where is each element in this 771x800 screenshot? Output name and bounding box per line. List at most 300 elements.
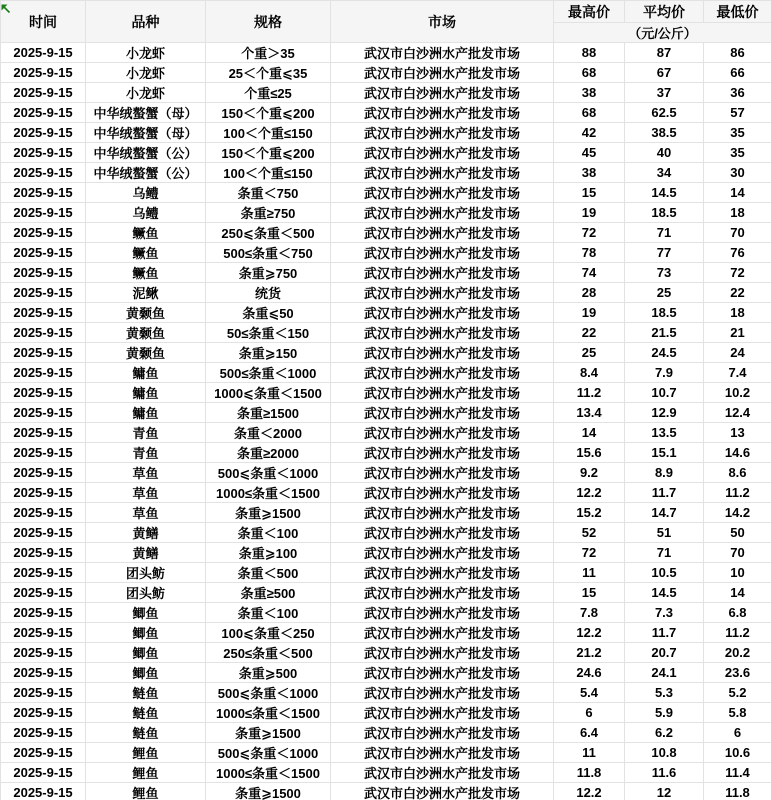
cell-market: 武汉市白沙洲水产批发市场 bbox=[331, 303, 554, 323]
cell-spec: 1000≤条重＜1500 bbox=[206, 483, 331, 503]
cell-species: 青鱼 bbox=[86, 423, 206, 443]
cell-market: 武汉市白沙洲水产批发市场 bbox=[331, 643, 554, 663]
table-row bbox=[1, 83, 771, 103]
cell-high-price: 6.4 bbox=[554, 723, 625, 743]
cell-species: 黄颡鱼 bbox=[86, 323, 206, 343]
cell-spec: 条重＜750 bbox=[206, 183, 331, 203]
cell-date: 2025-9-15 bbox=[1, 263, 86, 283]
cell-species: 鲤鱼 bbox=[86, 743, 206, 763]
cell-market: 武汉市白沙洲水产批发市场 bbox=[331, 203, 554, 223]
cell-avg-price: 77 bbox=[625, 243, 704, 263]
cell-spec: 条重＜500 bbox=[206, 563, 331, 583]
cell-market: 武汉市白沙洲水产批发市场 bbox=[331, 83, 554, 103]
cell-species: 鲫鱼 bbox=[86, 663, 206, 683]
cell-high-price: 74 bbox=[554, 263, 625, 283]
cell-avg-price: 21.5 bbox=[625, 323, 704, 343]
cell-spec: 条重≥1500 bbox=[206, 403, 331, 423]
cell-avg-price: 14.5 bbox=[625, 183, 704, 203]
cell-market: 武汉市白沙洲水产批发市场 bbox=[331, 763, 554, 783]
cell-market: 武汉市白沙洲水产批发市场 bbox=[331, 443, 554, 463]
cell-high-price: 15.2 bbox=[554, 503, 625, 523]
cell-avg-price: 10.5 bbox=[625, 563, 704, 583]
cell-species: 鳜鱼 bbox=[86, 223, 206, 243]
cell-high-price: 15 bbox=[554, 183, 625, 203]
table-row bbox=[1, 743, 771, 763]
cell-species: 鲢鱼 bbox=[86, 723, 206, 743]
cell-high-price: 15 bbox=[554, 583, 625, 603]
cell-low-price: 6.8 bbox=[704, 603, 771, 623]
cell-date: 2025-9-15 bbox=[1, 43, 86, 63]
cell-high-price: 78 bbox=[554, 243, 625, 263]
cell-species: 小龙虾 bbox=[86, 83, 206, 103]
table-row bbox=[1, 223, 771, 243]
cell-high-price: 14 bbox=[554, 423, 625, 443]
cell-date: 2025-9-15 bbox=[1, 103, 86, 123]
cell-market: 武汉市白沙洲水产批发市场 bbox=[331, 563, 554, 583]
cell-avg-price: 71 bbox=[625, 223, 704, 243]
table-row bbox=[1, 43, 771, 63]
cell-species: 草鱼 bbox=[86, 483, 206, 503]
cell-avg-price: 10.7 bbox=[625, 383, 704, 403]
cell-date: 2025-9-15 bbox=[1, 543, 86, 563]
cell-avg-price: 13.5 bbox=[625, 423, 704, 443]
cell-low-price: 11.2 bbox=[704, 623, 771, 643]
cell-avg-price: 5.3 bbox=[625, 683, 704, 703]
cell-spec: 500⩽条重＜1000 bbox=[206, 683, 331, 703]
cell-low-price: 30 bbox=[704, 163, 771, 183]
cell-market: 武汉市白沙洲水产批发市场 bbox=[331, 243, 554, 263]
cell-spec: 500⩽条重＜1000 bbox=[206, 463, 331, 483]
cell-species: 黄鳝 bbox=[86, 543, 206, 563]
table-row bbox=[1, 103, 771, 123]
table-row bbox=[1, 723, 771, 743]
cell-spec: 250⩽条重＜500 bbox=[206, 223, 331, 243]
cell-spec: 个重＞35 bbox=[206, 43, 331, 63]
cell-avg-price: 51 bbox=[625, 523, 704, 543]
cell-date: 2025-9-15 bbox=[1, 783, 86, 800]
cell-spec: 条重⩾1500 bbox=[206, 503, 331, 523]
table-row bbox=[1, 263, 771, 283]
table-row bbox=[1, 763, 771, 783]
cell-spec: 1000⩽条重＜1500 bbox=[206, 383, 331, 403]
cell-low-price: 23.6 bbox=[704, 663, 771, 683]
cell-date: 2025-9-15 bbox=[1, 443, 86, 463]
cell-date: 2025-9-15 bbox=[1, 743, 86, 763]
table-row bbox=[1, 683, 771, 703]
cell-date: 2025-9-15 bbox=[1, 523, 86, 543]
cell-spec: 条重⩾150 bbox=[206, 343, 331, 363]
cell-spec: 500⩽条重＜1000 bbox=[206, 743, 331, 763]
cell-species: 鲫鱼 bbox=[86, 623, 206, 643]
cell-high-price: 11.2 bbox=[554, 383, 625, 403]
cell-spec: 条重＜100 bbox=[206, 603, 331, 623]
cell-spec: 1000≤条重＜1500 bbox=[206, 703, 331, 723]
cell-avg-price: 67 bbox=[625, 63, 704, 83]
cell-low-price: 5.8 bbox=[704, 703, 771, 723]
cell-high-price: 52 bbox=[554, 523, 625, 543]
cell-avg-price: 8.9 bbox=[625, 463, 704, 483]
cell-low-price: 66 bbox=[704, 63, 771, 83]
cell-market: 武汉市白沙洲水产批发市场 bbox=[331, 603, 554, 623]
cell-market: 武汉市白沙洲水产批发市场 bbox=[331, 343, 554, 363]
cell-low-price: 24 bbox=[704, 343, 771, 363]
cell-date: 2025-9-15 bbox=[1, 503, 86, 523]
table-row bbox=[1, 343, 771, 363]
cell-species: 中华绒螯蟹（母） bbox=[86, 123, 206, 143]
cell-market: 武汉市白沙洲水产批发市场 bbox=[331, 503, 554, 523]
cell-date: 2025-9-15 bbox=[1, 123, 86, 143]
cell-date: 2025-9-15 bbox=[1, 303, 86, 323]
cell-market: 武汉市白沙洲水产批发市场 bbox=[331, 323, 554, 343]
cell-high-price: 11 bbox=[554, 563, 625, 583]
table-row bbox=[1, 643, 771, 663]
table-row bbox=[1, 663, 771, 683]
cell-avg-price: 7.3 bbox=[625, 603, 704, 623]
cell-species: 草鱼 bbox=[86, 463, 206, 483]
cell-date: 2025-9-15 bbox=[1, 703, 86, 723]
cell-high-price: 38 bbox=[554, 83, 625, 103]
cell-date: 2025-9-15 bbox=[1, 563, 86, 583]
cell-market: 武汉市白沙洲水产批发市场 bbox=[331, 123, 554, 143]
cell-spec: 条重⩾500 bbox=[206, 663, 331, 683]
col-header-species: 品种 bbox=[86, 1, 206, 43]
cell-market: 武汉市白沙洲水产批发市场 bbox=[331, 363, 554, 383]
cell-spec: 条重⩽50 bbox=[206, 303, 331, 323]
cell-market: 武汉市白沙洲水产批发市场 bbox=[331, 163, 554, 183]
cell-low-price: 36 bbox=[704, 83, 771, 103]
cell-species: 中华绒螯蟹（公） bbox=[86, 163, 206, 183]
cell-species: 鳙鱼 bbox=[86, 363, 206, 383]
cell-species: 泥鳅 bbox=[86, 283, 206, 303]
cell-low-price: 70 bbox=[704, 543, 771, 563]
cell-species: 鳙鱼 bbox=[86, 403, 206, 423]
cell-low-price: 21 bbox=[704, 323, 771, 343]
cell-species: 团头鲂 bbox=[86, 583, 206, 603]
cell-species: 小龙虾 bbox=[86, 63, 206, 83]
cell-spec: 50≤条重＜150 bbox=[206, 323, 331, 343]
cell-low-price: 14 bbox=[704, 583, 771, 603]
cell-date: 2025-9-15 bbox=[1, 583, 86, 603]
cell-market: 武汉市白沙洲水产批发市场 bbox=[331, 683, 554, 703]
cell-market: 武汉市白沙洲水产批发市场 bbox=[331, 463, 554, 483]
cell-species: 中华绒螯蟹（公） bbox=[86, 143, 206, 163]
col-header-time: 时间 bbox=[1, 1, 86, 43]
cell-market: 武汉市白沙洲水产批发市场 bbox=[331, 183, 554, 203]
cell-species: 小龙虾 bbox=[86, 43, 206, 63]
cell-date: 2025-9-15 bbox=[1, 403, 86, 423]
cell-spec: 条重⩾750 bbox=[206, 263, 331, 283]
cell-market: 武汉市白沙洲水产批发市场 bbox=[331, 783, 554, 800]
table-row bbox=[1, 583, 771, 603]
cell-high-price: 12.2 bbox=[554, 623, 625, 643]
table-row bbox=[1, 463, 771, 483]
cell-high-price: 88 bbox=[554, 43, 625, 63]
cell-avg-price: 34 bbox=[625, 163, 704, 183]
cell-high-price: 19 bbox=[554, 303, 625, 323]
col-header-high: 最高价 bbox=[554, 1, 625, 23]
cell-species: 乌鳢 bbox=[86, 183, 206, 203]
cell-market: 武汉市白沙洲水产批发市场 bbox=[331, 43, 554, 63]
cell-market: 武汉市白沙洲水产批发市场 bbox=[331, 743, 554, 763]
cell-low-price: 50 bbox=[704, 523, 771, 543]
cell-avg-price: 62.5 bbox=[625, 103, 704, 123]
cell-low-price: 11.4 bbox=[704, 763, 771, 783]
cell-species: 黄颡鱼 bbox=[86, 343, 206, 363]
cell-avg-price: 12 bbox=[625, 783, 704, 800]
cell-low-price: 11.8 bbox=[704, 783, 771, 800]
table-row bbox=[1, 623, 771, 643]
table-row bbox=[1, 323, 771, 343]
cell-avg-price: 11.7 bbox=[625, 483, 704, 503]
cell-low-price: 14.2 bbox=[704, 503, 771, 523]
cell-date: 2025-9-15 bbox=[1, 143, 86, 163]
cell-spec: 条重≥750 bbox=[206, 203, 331, 223]
cell-high-price: 45 bbox=[554, 143, 625, 163]
cell-market: 武汉市白沙洲水产批发市场 bbox=[331, 623, 554, 643]
cell-spec: 条重⩾1500 bbox=[206, 723, 331, 743]
cell-market: 武汉市白沙洲水产批发市场 bbox=[331, 523, 554, 543]
table-row bbox=[1, 183, 771, 203]
cell-species: 鲢鱼 bbox=[86, 683, 206, 703]
cell-date: 2025-9-15 bbox=[1, 483, 86, 503]
cell-species: 乌鳢 bbox=[86, 203, 206, 223]
cell-high-price: 7.8 bbox=[554, 603, 625, 623]
cell-spec: 150＜个重⩽200 bbox=[206, 103, 331, 123]
cell-high-price: 72 bbox=[554, 543, 625, 563]
cell-low-price: 5.2 bbox=[704, 683, 771, 703]
cell-avg-price: 87 bbox=[625, 43, 704, 63]
table-row bbox=[1, 63, 771, 83]
cell-species: 青鱼 bbox=[86, 443, 206, 463]
table-row bbox=[1, 523, 771, 543]
cell-high-price: 42 bbox=[554, 123, 625, 143]
cell-date: 2025-9-15 bbox=[1, 283, 86, 303]
cell-species: 草鱼 bbox=[86, 503, 206, 523]
cell-species: 中华绒螯蟹（母） bbox=[86, 103, 206, 123]
cell-high-price: 28 bbox=[554, 283, 625, 303]
col-header-avg: 平均价 bbox=[625, 1, 704, 23]
table-row bbox=[1, 143, 771, 163]
cell-avg-price: 37 bbox=[625, 83, 704, 103]
cell-high-price: 9.2 bbox=[554, 463, 625, 483]
cell-species: 鲤鱼 bbox=[86, 783, 206, 800]
cell-avg-price: 10.8 bbox=[625, 743, 704, 763]
cell-date: 2025-9-15 bbox=[1, 763, 86, 783]
cell-avg-price: 38.5 bbox=[625, 123, 704, 143]
cell-high-price: 38 bbox=[554, 163, 625, 183]
cell-high-price: 13.4 bbox=[554, 403, 625, 423]
table-row bbox=[1, 423, 771, 443]
cell-low-price: 7.4 bbox=[704, 363, 771, 383]
cell-spec: 个重≤25 bbox=[206, 83, 331, 103]
table-row bbox=[1, 543, 771, 563]
cell-avg-price: 14.7 bbox=[625, 503, 704, 523]
cell-date: 2025-9-15 bbox=[1, 223, 86, 243]
cell-market: 武汉市白沙洲水产批发市场 bbox=[331, 663, 554, 683]
table-row bbox=[1, 243, 771, 263]
cell-species: 鳜鱼 bbox=[86, 243, 206, 263]
cell-high-price: 19 bbox=[554, 203, 625, 223]
cell-avg-price: 11.7 bbox=[625, 623, 704, 643]
col-header-spec: 规格 bbox=[206, 1, 331, 43]
cell-low-price: 70 bbox=[704, 223, 771, 243]
cell-market: 武汉市白沙洲水产批发市场 bbox=[331, 723, 554, 743]
cell-avg-price: 11.6 bbox=[625, 763, 704, 783]
cell-high-price: 5.4 bbox=[554, 683, 625, 703]
cell-species: 黄鳝 bbox=[86, 523, 206, 543]
cell-market: 武汉市白沙洲水产批发市场 bbox=[331, 263, 554, 283]
cell-low-price: 18 bbox=[704, 303, 771, 323]
cell-low-price: 14.6 bbox=[704, 443, 771, 463]
table-row bbox=[1, 403, 771, 423]
cell-species: 鳙鱼 bbox=[86, 383, 206, 403]
cell-species: 鲫鱼 bbox=[86, 603, 206, 623]
cell-high-price: 6 bbox=[554, 703, 625, 723]
cell-low-price: 35 bbox=[704, 143, 771, 163]
cell-spec: 100⩽条重＜250 bbox=[206, 623, 331, 643]
cell-date: 2025-9-15 bbox=[1, 423, 86, 443]
cell-date: 2025-9-15 bbox=[1, 643, 86, 663]
cell-market: 武汉市白沙洲水产批发市场 bbox=[331, 483, 554, 503]
cell-high-price: 11.8 bbox=[554, 763, 625, 783]
cell-spec: 100＜个重≤150 bbox=[206, 123, 331, 143]
cell-low-price: 20.2 bbox=[704, 643, 771, 663]
cell-avg-price: 5.9 bbox=[625, 703, 704, 723]
table-row bbox=[1, 203, 771, 223]
cell-low-price: 12.4 bbox=[704, 403, 771, 423]
cell-avg-price: 12.9 bbox=[625, 403, 704, 423]
cell-spec: 500≤条重＜750 bbox=[206, 243, 331, 263]
cell-low-price: 11.2 bbox=[704, 483, 771, 503]
cell-date: 2025-9-15 bbox=[1, 163, 86, 183]
cell-species: 鲫鱼 bbox=[86, 643, 206, 663]
cell-market: 武汉市白沙洲水产批发市场 bbox=[331, 63, 554, 83]
cell-spec: 条重≥2000 bbox=[206, 443, 331, 463]
cell-avg-price: 14.5 bbox=[625, 583, 704, 603]
cell-avg-price: 6.2 bbox=[625, 723, 704, 743]
cell-spec: 250≤条重＜500 bbox=[206, 643, 331, 663]
cell-date: 2025-9-15 bbox=[1, 363, 86, 383]
cell-low-price: 10 bbox=[704, 563, 771, 583]
cell-date: 2025-9-15 bbox=[1, 663, 86, 683]
cell-species: 鳜鱼 bbox=[86, 263, 206, 283]
table-row bbox=[1, 563, 771, 583]
cell-market: 武汉市白沙洲水产批发市场 bbox=[331, 403, 554, 423]
cell-high-price: 12.2 bbox=[554, 783, 625, 800]
cell-high-price: 8.4 bbox=[554, 363, 625, 383]
cell-low-price: 22 bbox=[704, 283, 771, 303]
cell-avg-price: 18.5 bbox=[625, 303, 704, 323]
cell-market: 武汉市白沙洲水产批发市场 bbox=[331, 543, 554, 563]
cell-spec: 条重⩾1500 bbox=[206, 783, 331, 800]
table-header bbox=[1, 1, 771, 43]
cell-high-price: 11 bbox=[554, 743, 625, 763]
cell-high-price: 21.2 bbox=[554, 643, 625, 663]
table-row bbox=[1, 503, 771, 523]
cell-low-price: 86 bbox=[704, 43, 771, 63]
unit-label: （元/公斤） bbox=[554, 23, 771, 43]
table-row bbox=[1, 383, 771, 403]
cell-low-price: 13 bbox=[704, 423, 771, 443]
table-row bbox=[1, 123, 771, 143]
cell-date: 2025-9-15 bbox=[1, 243, 86, 263]
cell-date: 2025-9-15 bbox=[1, 623, 86, 643]
cell-species: 团头鲂 bbox=[86, 563, 206, 583]
cell-low-price: 14 bbox=[704, 183, 771, 203]
cell-spec: 条重＜100 bbox=[206, 523, 331, 543]
cell-date: 2025-9-15 bbox=[1, 323, 86, 343]
table-row bbox=[1, 363, 771, 383]
cell-spec: 150＜个重⩽200 bbox=[206, 143, 331, 163]
cell-avg-price: 73 bbox=[625, 263, 704, 283]
table-row bbox=[1, 703, 771, 723]
cell-spec: 1000≤条重＜1500 bbox=[206, 763, 331, 783]
cell-market: 武汉市白沙洲水产批发市场 bbox=[331, 423, 554, 443]
cell-high-price: 68 bbox=[554, 63, 625, 83]
cell-avg-price: 71 bbox=[625, 543, 704, 563]
cell-date: 2025-9-15 bbox=[1, 63, 86, 83]
cell-high-price: 15.6 bbox=[554, 443, 625, 463]
price-table-body bbox=[1, 43, 771, 800]
cell-market: 武汉市白沙洲水产批发市场 bbox=[331, 703, 554, 723]
cell-avg-price: 15.1 bbox=[625, 443, 704, 463]
cell-low-price: 57 bbox=[704, 103, 771, 123]
cell-species: 黄颡鱼 bbox=[86, 303, 206, 323]
cell-high-price: 22 bbox=[554, 323, 625, 343]
cell-date: 2025-9-15 bbox=[1, 723, 86, 743]
cell-spec: 统货 bbox=[206, 283, 331, 303]
cell-date: 2025-9-15 bbox=[1, 383, 86, 403]
table-row bbox=[1, 443, 771, 463]
cell-low-price: 18 bbox=[704, 203, 771, 223]
table-row bbox=[1, 163, 771, 183]
cell-date: 2025-9-15 bbox=[1, 463, 86, 483]
table-row bbox=[1, 283, 771, 303]
cell-low-price: 76 bbox=[704, 243, 771, 263]
cell-date: 2025-9-15 bbox=[1, 603, 86, 623]
col-header-market: 市场 bbox=[331, 1, 554, 43]
cell-species: 鲢鱼 bbox=[86, 703, 206, 723]
cell-date: 2025-9-15 bbox=[1, 683, 86, 703]
cell-low-price: 8.6 bbox=[704, 463, 771, 483]
cell-date: 2025-9-15 bbox=[1, 343, 86, 363]
cell-high-price: 25 bbox=[554, 343, 625, 363]
cell-avg-price: 25 bbox=[625, 283, 704, 303]
table-row bbox=[1, 303, 771, 323]
cell-date: 2025-9-15 bbox=[1, 183, 86, 203]
cell-spec: 25＜个重⩽35 bbox=[206, 63, 331, 83]
cell-avg-price: 40 bbox=[625, 143, 704, 163]
table-row bbox=[1, 783, 771, 800]
cell-low-price: 6 bbox=[704, 723, 771, 743]
cell-market: 武汉市白沙洲水产批发市场 bbox=[331, 383, 554, 403]
table-row bbox=[1, 483, 771, 503]
table-row bbox=[1, 603, 771, 623]
cell-high-price: 72 bbox=[554, 223, 625, 243]
cell-avg-price: 24.5 bbox=[625, 343, 704, 363]
cell-high-price: 24.6 bbox=[554, 663, 625, 683]
cell-low-price: 10.6 bbox=[704, 743, 771, 763]
cell-date: 2025-9-15 bbox=[1, 203, 86, 223]
col-header-low: 最低价 bbox=[704, 1, 771, 23]
cell-high-price: 68 bbox=[554, 103, 625, 123]
cell-avg-price: 7.9 bbox=[625, 363, 704, 383]
cell-market: 武汉市白沙洲水产批发市场 bbox=[331, 223, 554, 243]
cell-avg-price: 18.5 bbox=[625, 203, 704, 223]
cell-low-price: 35 bbox=[704, 123, 771, 143]
cell-spec: 条重⩾100 bbox=[206, 543, 331, 563]
cell-low-price: 72 bbox=[704, 263, 771, 283]
